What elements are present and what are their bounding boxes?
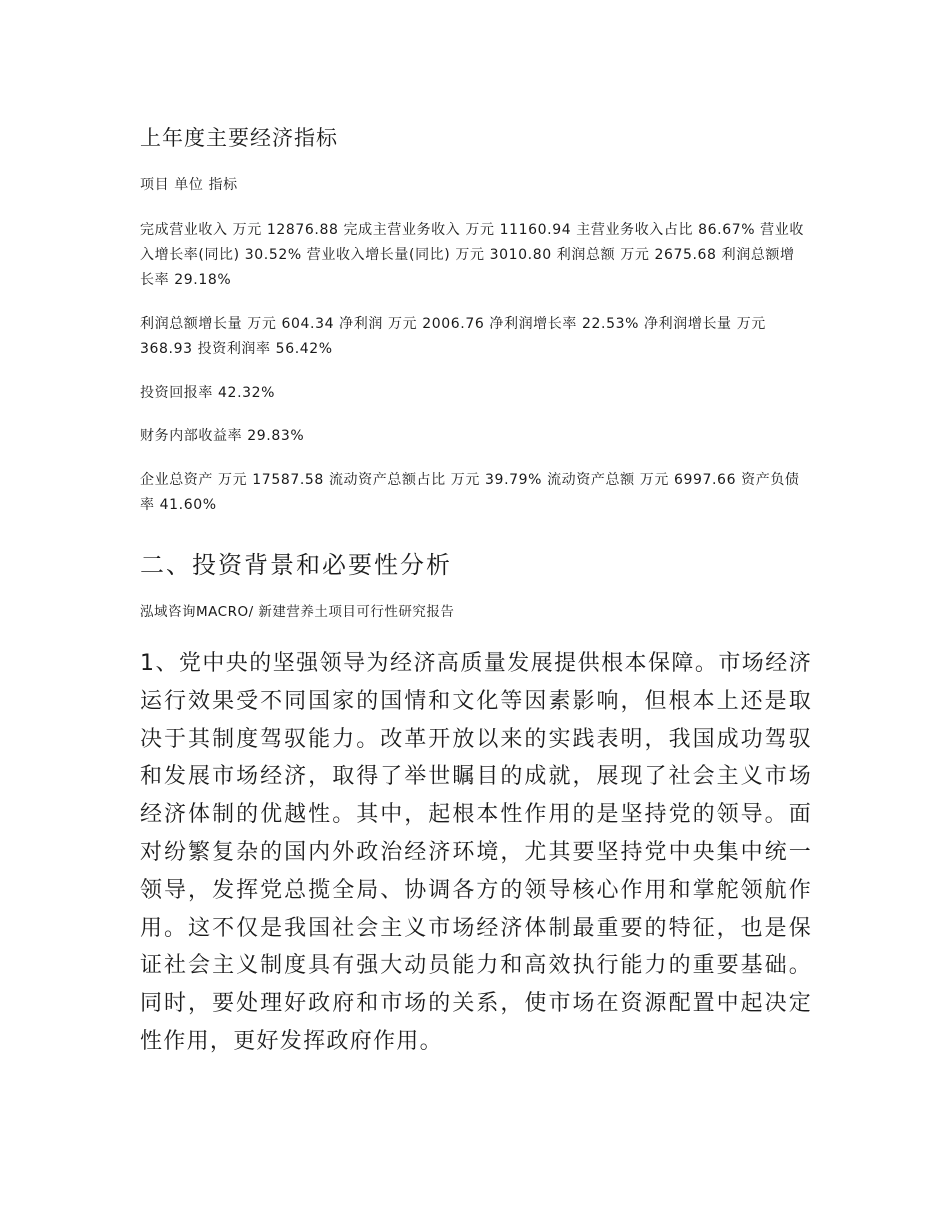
- section-title: 上年度主要经济指标: [140, 126, 338, 150]
- indicators-paragraph-1: 完成营业收入 万元 12876.88 完成主营业务收入 万元 11160.94 主营业务收入占比 86.67% 营业收入增长率(同比) 30.52% 营业收入增长量(同比) 万元 3010.80 利润总额 万元 2675.68 利润总额增长率 29.18%: [140, 222, 804, 288]
- indicators-paragraph-4: 财务内部收益率 29.83%: [140, 428, 305, 444]
- indicators-paragraph-5: 企业总资产 万元 17587.58 流动资产总额占比 万元 39.79% 流动资产总额 万元 6997.66 资产负债率 41.60%: [140, 472, 800, 513]
- table-header: 项目 单位 指标: [140, 177, 238, 193]
- indicators-paragraph-2: 利润总额增长量 万元 604.34 净利润 万元 2006.76 净利润增长率 22.53% 净利润增长量 万元 368.93 投资利润率 56.42%: [140, 316, 766, 357]
- body-paragraph: 1、党中央的坚强领导为经济高质量发展提供根本保障。市场经济运行效果受不同国家的国情和文化等因素影响，但根本上还是取决于其制度驾驭能力。改革开放以来的实践表明，我国成功驾驭和发展市场经济，取得了举世瞩目的成就，展现了社会主义市场经济体制的优越性。其中，起根本性作用的是坚持党的领导。面对纷繁复杂的国内外政治经济环境，尤其要坚持党中央集中统一领导，发挥党总揽全局、协调各方的领导核心作用和掌舵领航作用。这不仅是我国社会主义市场经济体制最重要的特征，也是保证社会主义制度具有强大动员能力和高效执行能力的重要基础。同时，要处理好政府和市场的关系，使市场在资源配置中起决定性作用，更好发挥政府作用。: [140, 651, 812, 1054]
- chapter-title: 二、投资背景和必要性分析: [140, 551, 452, 579]
- indicators-paragraph-3: 投资回报率 42.32%: [140, 385, 276, 401]
- source-line: 泓域咨询MACRO/ 新建营养土项目可行性研究报告: [140, 604, 455, 620]
